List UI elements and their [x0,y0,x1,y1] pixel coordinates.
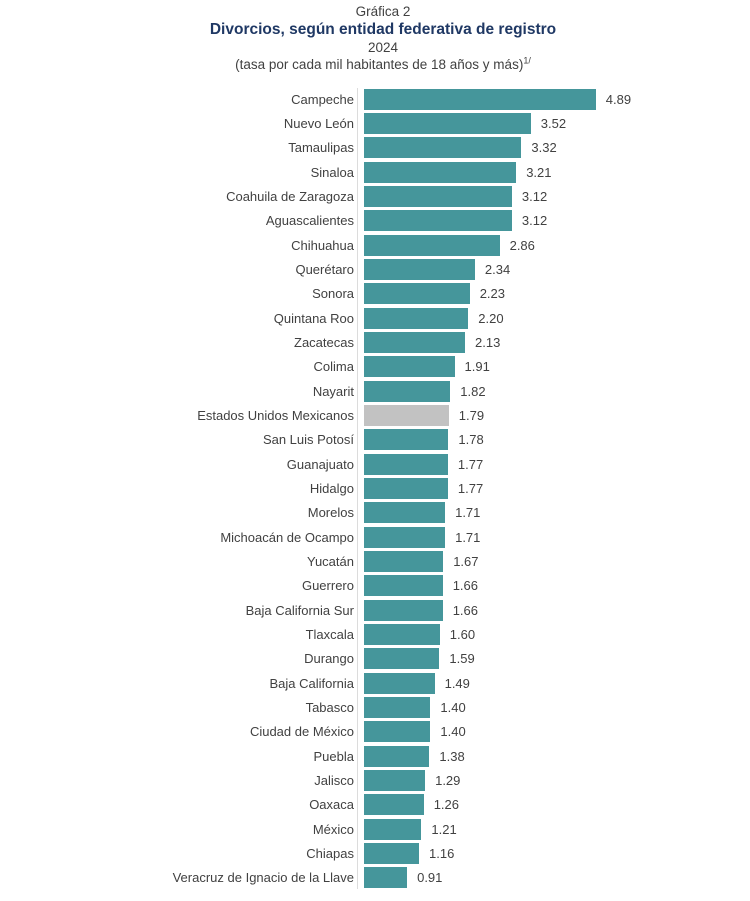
bar [364,843,419,864]
chart-row [0,793,750,817]
chart-row [0,647,750,671]
bar [364,235,500,256]
bar [364,721,430,742]
value-label: 2.13 [475,334,501,350]
chart-row [0,87,750,111]
value-label: 3.21 [526,164,552,180]
value-label: 1.29 [435,772,461,788]
category-label: Tamaulipas [288,140,354,156]
category-label: Chihuahua [291,237,354,253]
category-label: Oaxaca [309,797,354,813]
category-label: Yucatán [307,553,354,569]
value-label: 2.23 [479,286,505,302]
chart-row [0,841,750,865]
bar [364,356,455,377]
value-label: 1.71 [455,505,481,521]
category-label: Quintana Roo [273,310,354,326]
bar [364,308,468,329]
bar [364,405,449,426]
value-label: 1.71 [455,529,481,545]
category-label: Sonora [312,286,354,302]
bar [364,624,440,645]
bar [364,478,448,499]
chart-row [0,160,750,184]
bar [364,454,448,475]
bar [364,186,512,207]
value-label: 1.38 [439,748,465,764]
chart-row [0,306,750,330]
category-label: Tabasco [305,699,354,715]
category-label: Guanajuato [286,456,354,472]
category-label: Colima [313,359,354,375]
category-label: Campeche [291,91,354,107]
category-label: Puebla [313,748,354,764]
bar [364,746,429,767]
bar [364,794,424,815]
value-label: 1.40 [440,724,466,740]
bar [364,162,516,183]
chart-subtitle [8,56,750,73]
category-label: Chiapas [306,845,354,861]
value-label: 1.91 [464,359,490,375]
category-label: Baja California [269,675,354,691]
chart-row [0,136,750,160]
bar [364,527,445,548]
category-label: Morelos [307,505,354,521]
chart-row [0,866,750,890]
bar-chart [0,87,750,890]
category-label: Zacatecas [294,334,354,350]
chart-year: 2024 [367,40,399,55]
bar [364,819,421,840]
value-label: 1.77 [457,456,484,472]
chart-title: Divorcios, según entidad federativa de registro [209,21,557,38]
bar [364,502,445,523]
category-label: Jalisco [314,772,354,788]
category-label: Veracruz de Ignacio de la Llave [172,870,354,886]
chart-row [0,282,750,306]
chart-row [0,476,750,500]
bar [364,648,439,669]
chart-row [0,744,750,768]
value-label: 3.12 [521,213,548,229]
chart-row [0,817,750,841]
category-label: Durango [304,651,354,667]
chart-row [0,209,750,233]
chart-row [0,355,750,379]
chart-row [0,720,750,744]
chart-row [0,574,750,598]
value-label: 3.52 [540,115,567,131]
bar [364,259,475,280]
category-label: México [312,821,354,837]
value-label: 0.91 [417,870,443,886]
value-label: 1.82 [460,383,486,399]
bar [364,867,407,888]
value-label: 2.34 [484,261,511,277]
chart-row [0,695,750,719]
value-label: 1.66 [452,578,478,594]
category-label: Ciudad de México [249,724,354,740]
bar [364,673,435,694]
footnote-marker: 1/ [523,55,531,66]
chart-row [0,403,750,427]
bar [364,113,531,134]
value-label: 2.20 [478,310,504,326]
chart-row [0,598,750,622]
chart-row [0,549,750,573]
value-label: 1.78 [458,432,484,448]
category-label: Tlaxcala [305,626,354,642]
value-label: 3.12 [521,188,548,204]
category-label: Guerrero [301,578,354,594]
graphic-number-label: Gráfica 2 [355,4,411,19]
bar [364,381,450,402]
value-label: 1.26 [433,797,459,813]
value-label: 1.60 [449,626,476,642]
value-label: 1.67 [453,553,479,569]
value-label: 3.32 [531,140,557,156]
bar [364,429,448,450]
category-label: Baja California Sur [245,602,354,618]
chart-row [0,768,750,792]
bar [364,210,512,231]
category-label: Michoacán de Ocampo [220,529,354,545]
value-label: 1.49 [444,675,470,691]
bar [364,283,470,304]
category-label: Nayarit [312,383,354,399]
category-label: Aguascalientes [265,213,354,229]
chart-row [0,622,750,646]
value-label: 1.59 [449,651,475,667]
value-label: 1.21 [431,821,457,837]
bar [364,770,425,791]
bar [364,332,465,353]
bar [364,137,521,158]
bar [364,575,443,596]
chart-row [0,671,750,695]
chart-row [0,428,750,452]
bar [364,697,430,718]
chart-row [0,111,750,135]
category-label: Hidalgo [309,480,354,496]
category-label: Estados Unidos Mexicanos [197,407,354,423]
category-label: Nuevo León [283,115,354,131]
value-label: 4.89 [605,91,632,107]
chart-row [0,452,750,476]
value-label: 1.79 [458,407,485,423]
chart-row [0,525,750,549]
value-label: 1.66 [452,602,478,618]
chart-header [8,0,750,73]
category-label: Coahuila de Zaragoza [226,188,354,204]
subtitle-text: (tasa por cada mil habitantes de 18 años y más) [235,57,524,72]
chart-row [0,501,750,525]
value-label: 2.86 [509,237,535,253]
chart-row [0,379,750,403]
chart-row [0,233,750,257]
bar [364,89,596,110]
category-label: Querétaro [295,261,354,277]
bar [364,600,443,621]
value-label: 1.16 [429,845,455,861]
chart-row [0,257,750,281]
chart-rows [0,87,750,890]
bar [364,551,443,572]
chart-row [0,184,750,208]
value-label: 1.77 [457,480,484,496]
chart-row [0,330,750,354]
category-label: Sinaloa [310,164,354,180]
value-label: 1.40 [440,699,466,715]
category-label: San Luis Potosí [262,432,354,448]
